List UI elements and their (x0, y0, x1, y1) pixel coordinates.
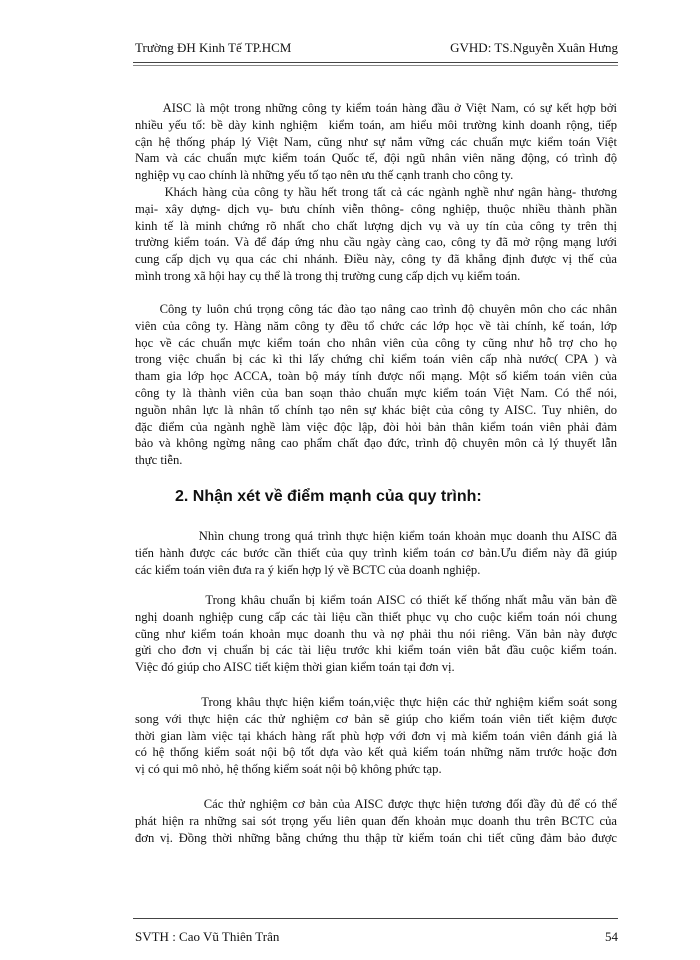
text-line: nhiều yếu tố: bề dày kinh nghiệm kiểm toán, am hiểu môi trường kinh doanh rộng, tiếp (135, 117, 617, 132)
text-line: kinh tế là minh chứng rõ nhất cho chất lượng dịch vụ và uy tín của công ty trên thị (135, 218, 617, 233)
text-line: song với thực hiện các thử nghiệm cơ bản sẽ giúp cho kiểm toán viên tiết kiệm được (135, 711, 617, 726)
text-line: trường kiểm toán. Và để đáp ứng nhu cầu ngày càng cao, công ty đã mở rộng mạng lưới (135, 235, 617, 250)
text-line: phát hiện ra những sai sót trọng yếu liên quan đến khoản mục doanh thu trên BCTC của (135, 813, 617, 828)
text-line: thực tiễn. (135, 453, 183, 468)
text-line: trong việc chuẩn bị các kì thi lấy chứng chỉ kiểm toán viên cấp nhà nước( CPA ) và (135, 352, 617, 367)
paragraph (135, 301, 617, 469)
text-line: học về các chuẩn mực kiểm toán cho nhân viên của công ty cũng như hỗ trợ cho họ (135, 335, 617, 350)
text-line: các kiểm toán viên đưa ra ý kiến hợp lý về BCTC của doanh nghiệp. (135, 562, 481, 577)
text-line: thời gian làm việc tại khách hàng rất phù hợp với đơn vị mà kiểm toán viên đánh giá là (135, 728, 617, 743)
text-line: tham gia lớp học ACCA, toàn bộ máy tính được nối mạng. Một số kiểm toán viên của (135, 369, 617, 384)
text-line: nghị doanh nghiệp cung cấp các tài liệu cần thiết phục vụ cho cuộc kiểm toán nói chung (135, 609, 617, 624)
text-line: mình trong xã hội hay cụ thể là trong thị trường cung cấp dịch vụ kiểm toán. (135, 268, 521, 283)
text-line: Trong khâu chuẩn bị kiểm toán AISC có thiết kế thống nhất mẫu văn bản đề (135, 593, 617, 607)
text-line: nguồn nhân lực là nhân tố chính tạo nên sự khác biệt của công ty AISC. Tuy nhiên, do (135, 402, 617, 417)
paragraph (135, 528, 617, 578)
footer-divider (133, 918, 618, 919)
header-advisor: GVHD: TS.Nguyễn Xuân Hưng (450, 40, 618, 55)
paragraph (135, 184, 617, 285)
text-line: viên của công ty. Hàng năm công ty đều tổ chức các lớp học về tài chính, kế toán, lớp (135, 318, 617, 333)
text-line: Nhìn chung trong quá trình thực hiện kiểm toán khoản mục doanh thu AISC đã (135, 529, 617, 543)
section-heading: 2. Nhận xét về điểm mạnh của quy trình: (175, 488, 482, 505)
paragraph (135, 100, 617, 184)
text-line: nghiệp vụ cao chính là những yếu tố tạo nên ưu thế cạnh tranh cho công ty. (135, 168, 514, 183)
text-line: tiến hành được các bước cần thiết của quy trình kiểm toán cơ bản.Ưu điểm này đã giúp (135, 545, 617, 560)
paragraph (135, 694, 617, 778)
text-line: Công ty luôn chú trọng công tác đào tạo nâng cao trình độ chuyên môn cho các nhân (135, 302, 617, 316)
text-line: Khách hàng của công ty hầu hết trong tất cả các ngành nghề như ngân hàng- thương (135, 185, 617, 199)
text-line: Các thử nghiệm cơ bản của AISC được thực hiện tương đối đầy đủ để có thể (135, 797, 617, 811)
page-number: 54 (605, 929, 618, 944)
footer-student: SVTH : Cao Vũ Thiên Trân (135, 929, 280, 944)
text-line: cung cấp dịch vụ qua các chi nhánh. Điều này, công ty đã khẳng định được vị thế của (135, 252, 617, 267)
text-line: Nam và các chuẩn mực kiểm toán Quốc tế, đội ngũ nhân viên năng động, có trình độ (135, 151, 617, 166)
text-line: cũng như kiểm toán khoản mục doanh thu và nợ phải thu nói riêng. Văn bản này được (135, 626, 617, 641)
text-line: đơn vị. Đồng thời những bằng chứng thu thập từ kiểm toán chi tiết cũng đảm bảo được (135, 830, 617, 845)
text-line: mại- xây dựng- dịch vụ- bưu chính viễn thông- công nghiệp, thuộc nhiều thành phần (135, 201, 617, 216)
text-line: đặc điểm của ngành nghề làm việc độc lập, đòi hỏi bản thân kiểm toán viên phải đảm (135, 419, 617, 434)
paragraph (135, 592, 617, 676)
text-line: gửi cho đơn vị chuẩn bị các tài liệu trước khi kiểm toán viên bắt đầu cuộc kiểm toán. (135, 643, 617, 658)
header-school: Trường ĐH Kinh Tế TP.HCM (135, 40, 292, 55)
text-line: công ty là thành viên của ban soạn thảo chuẩn mực kiểm toán Việt Nam. Có thể nói, (135, 385, 617, 400)
text-line: AISC là một trong những công ty kiểm toán hàng đầu ở Việt Nam, có sự kết hợp bởi (135, 101, 617, 115)
text-line: Việc đó giúp cho AISC tiết kiệm thời gian kiểm toán tại đơn vị. (135, 660, 455, 675)
text-line: có hệ thống kiểm soát nội bộ tốt dựa vào kết quả kiểm toán những năm trước hoặc đơn (135, 745, 617, 760)
paragraph (135, 796, 617, 846)
text-line: Trong khâu thực hiện kiểm toán,việc thực hiện các thử nghiệm kiểm soát song (135, 695, 617, 709)
text-line: bảo và không ngừng nâng cao phẩm chất đạo đức, trình độ chuyên môn cả lý thuyết lẫn (135, 436, 617, 451)
text-line: cận hệ thống pháp lý Việt Nam, cũng như sự nắm vững các chuẩn mực kiểm toán Việt (135, 134, 617, 149)
header-divider (133, 62, 618, 66)
text-line: vị có qui mô nhỏ, hệ thống kiểm soát nội bộ không phức tạp. (135, 762, 442, 777)
